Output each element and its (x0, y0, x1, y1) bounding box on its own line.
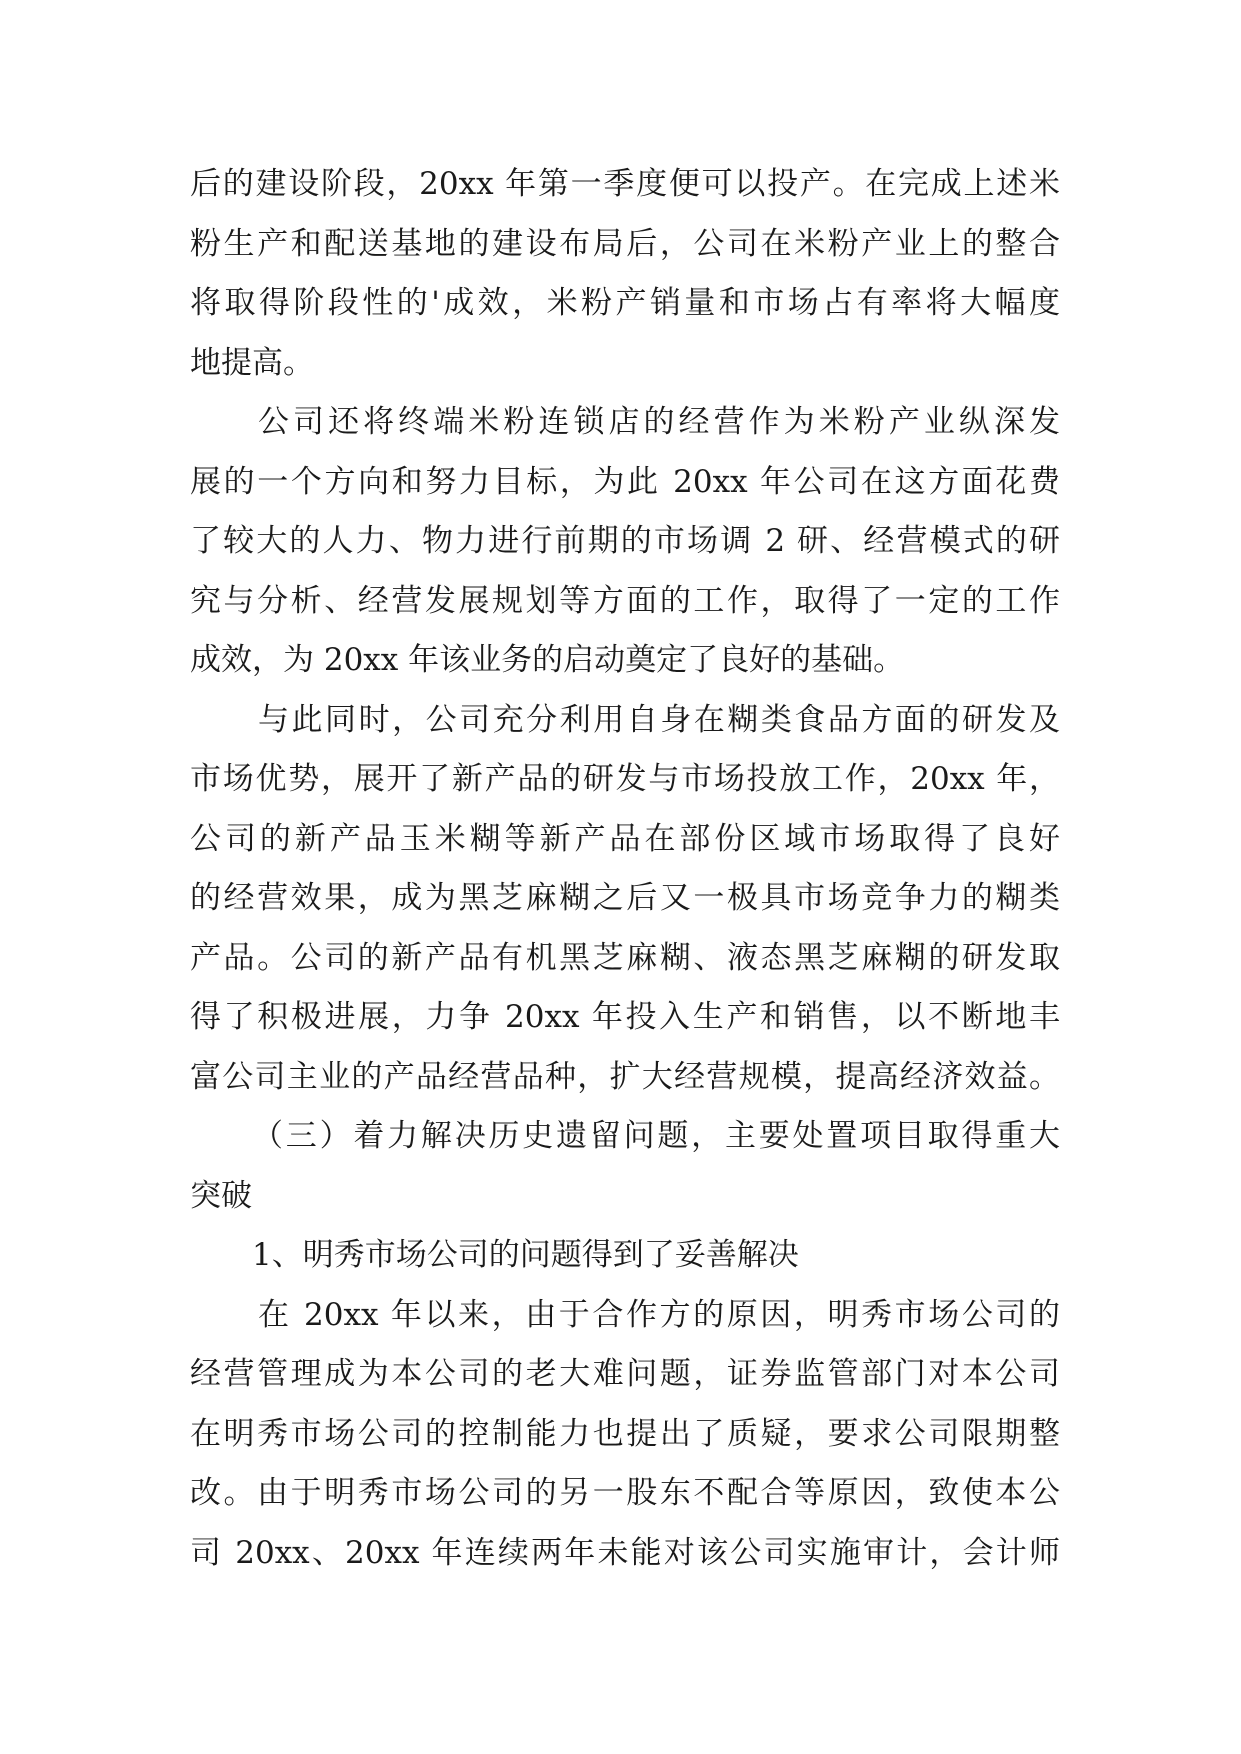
paragraph-first-line: 在 20xx 年以来，由于合作方的原因，明秀市场公司的 (258, 1296, 1060, 1333)
text-line: 司 20xx、20xx 年连续两年未能对该公司实施审计，会计师 (190, 1534, 1060, 1571)
text-line: 公司的新产品玉米糊等新产品在部份区域市场取得了良好 (190, 820, 1060, 857)
text-line: 粉生产和配送基地的建设布局后，公司在米粉产业上的整合 (190, 225, 1060, 262)
text-line: 市场优势，展开了新产品的研发与市场投放工作，20xx 年， (190, 761, 1060, 797)
text-line: 展的一个方向和努力目标，为此 20xx 年公司在这方面花费 (190, 463, 1060, 500)
text-line: 得了积极进展，力争 20xx 年投入生产和销售，以不断地丰 (190, 999, 1060, 1035)
subsection-heading: 1、明秀市场公司的问题得到了妥善解决 (252, 1237, 799, 1273)
section-heading-continued: 突破 (190, 1177, 252, 1214)
section-heading: （三）着力解决历史遗留问题，主要处置项目取得重大 (252, 1118, 1060, 1154)
text-line: 经营管理成为本公司的老大难问题，证券监管部门对本公司 (190, 1356, 1060, 1392)
paragraph-first-line: 与此同时，公司充分利用自身在糊类食品方面的研发及 (258, 701, 1060, 738)
text-line: 的经营效果，成为黑芝麻糊之后又一极具市场竞争力的糊类 (190, 880, 1060, 916)
text-line: 产品。公司的新产品有机黑芝麻糊、液态黑芝麻糊的研发取 (190, 939, 1060, 976)
text-line: 地提高。 (190, 344, 314, 381)
text-line: 了较大的人力、物力进行前期的市场调 2 研、经营模式的研 (190, 523, 1060, 559)
text-line: 改。由于明秀市场公司的另一股东不配合等原因，致使本公 (190, 1475, 1060, 1511)
text-line: 后的建设阶段，20xx 年第一季度便可以投产。在完成上述米 (190, 166, 1060, 202)
text-line: 将取得阶段性的'成效，米粉产销量和市场占有率将大幅度 (190, 285, 1060, 321)
body-text (190, 155, 1060, 1583)
paragraph-first-line: 公司还将终端米粉连锁店的经营作为米粉产业纵深发 (258, 404, 1060, 440)
text-line: 成效，为 20xx 年该业务的启动奠定了良好的基础。 (190, 642, 905, 678)
text-line: 富公司主业的产品经营品种，扩大经营规模，提高经济效益。 (190, 1058, 1060, 1095)
text-line: 在明秀市场公司的控制能力也提出了质疑，要求公司限期整 (190, 1415, 1060, 1452)
text-line: 究与分析、经营发展规划等方面的工作，取得了一定的工作 (190, 582, 1060, 619)
